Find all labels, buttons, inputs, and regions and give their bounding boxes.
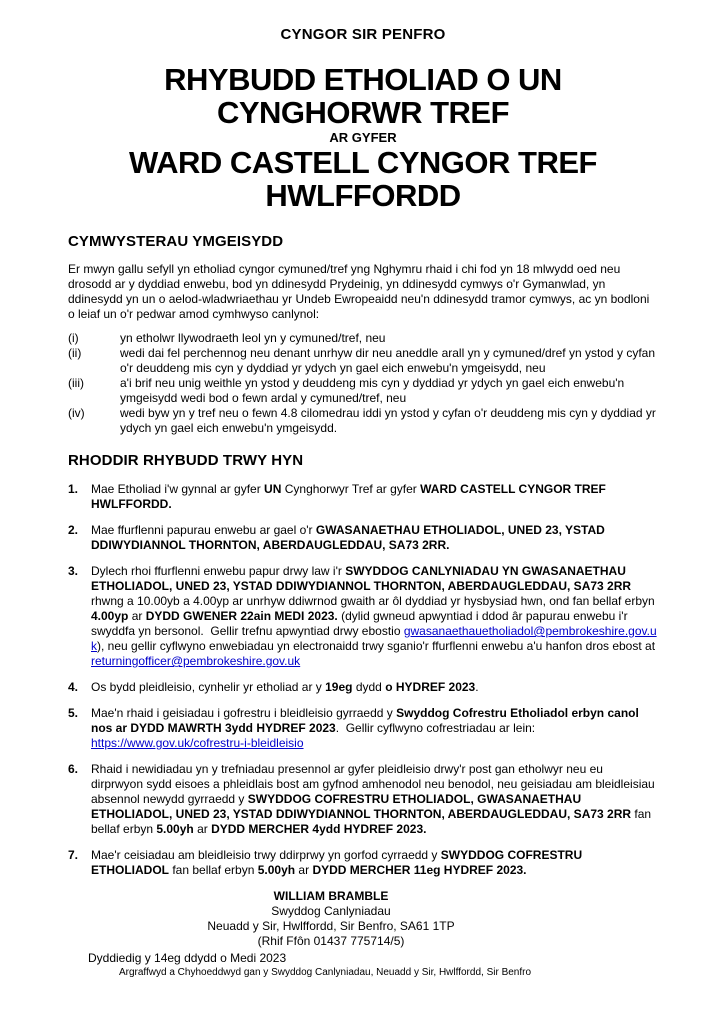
qualifications-heading: CYMWYSTERAU YMGEISYDD [68,233,284,250]
text: ), neu gellir cyflwyno enwebiadau yn electronaidd trwy sganio'r ffurflenni enwebu a'u hanfon dros ebost at [97,639,659,653]
notice-item-number: 6. [68,762,79,776]
text: Os bydd pleidleisio, cynhelir yr etholiad ar y [91,680,326,694]
notice-items-list [68,482,658,878]
text: . Gellir cyflwyno cofrestriadau ar lein: [335,721,536,735]
text: Rhaid i newidiadau yn y trefniadau presennol ar gyfer pleidleisio drwy'r post gan etholwyr neu eu dirprwyon sydd eisoes a phleidlais bost am gyfnod amhenodol neu benodol, neu geisiadau am bleidleisiau absennol newydd gyrraedd y [91,762,659,806]
notice-item-text [91,523,658,553]
notice-item-number: 3. [68,564,79,578]
text: ar [193,822,212,836]
authority-name: CYNGOR SIR PENFRO [280,26,446,43]
notice-item-number: 1. [68,482,79,496]
text: Mae'r ceisiadau am bleidleisio trwy ddirprwy yn gorfod cyrraedd y [91,848,441,862]
notice-heading: RHODDIR RHYBUDD TRWY HYN [68,452,304,469]
notice-item-text [91,680,658,695]
ward-title-line2: HWLFFORDD [265,178,461,213]
notice-title-line2: CYNGHORWR TREF [216,95,510,130]
text: Cynghorwyr Tref ar gyfer [281,482,421,496]
condition-label: (iii) [68,376,84,390]
notice-item-number: 5. [68,706,79,720]
condition-text: wedi dai fel perchennog neu denant unrhyw dir neu aneddle arall yn y cymuned/dref yn ystod y cyfan o'r deuddeng mis cyn y dyddiad yr ydych yn gael eich enwebu'n ymgeisydd, neu [120,346,659,375]
text: Mae Etholiad i'w gynnal ar gyfer [91,482,265,496]
bold-text: UN [264,482,282,496]
bold-text: SWYDDOG COFRESTRU ETHOLIADOL [91,848,586,877]
notice-item [68,482,658,512]
returning-officer-role: Swyddog Canlyniadau [271,904,391,918]
returning-officer-name: WILLIAM BRAMBLE [273,889,389,903]
notice-item-text [91,564,658,669]
bold-text: DYDD MERCHER 11eg HYDREF 2023. [312,863,527,877]
signature-block [68,889,658,949]
text: (dylid gwneud apwyntiad i ddod âr papurau enwebu i'r swyddfa yn bersonol. Gellir trefnu apwyntiad drwy ebostio [91,609,631,638]
ward-title [68,146,658,212]
condition-row [68,346,658,376]
notice-item [68,564,658,669]
bold-text: 5.00yh [257,863,296,877]
condition-text: a'i brif neu unig weithle yn ystod y deuddeng mis cyn y dyddiad yr ydych yn gael eich enwebu'n ymgeisydd wedi bod o fewn ardal y cymuned/tref, neu [120,376,628,405]
bold-text: DYDD MERCHER 4ydd HYDREF 2023. [211,822,427,836]
hyperlink[interactable]: returningofficer@pembrokeshire.gov.uk [91,654,301,668]
notice-item [68,762,658,837]
for-label: AR GYFER [329,130,397,145]
bold-text: 4.00yp [91,609,129,623]
bold-text: o HYDREF 2023 [385,680,476,694]
notice-item-number: 4. [68,680,79,694]
notice-item-number: 7. [68,848,79,862]
bold-text: SWYDDOG CANLYNIADAU YN GWASANAETHAU ETHOLIADOL, UNED 23, YSTAD DDIWYDIANNOL THORNTON, ABERDAUGLEDDAU, SA73 2RR [91,564,632,593]
dated-line: Dyddiedig y 14eg ddydd o Medi 2023 [88,951,287,965]
condition-text: yn etholwr llywodraeth leol yn y cymuned/tref, neu [120,331,386,345]
returning-officer-address: Neuadd y Sir, Hwlffordd, Sir Benfro, SA61 1TP [207,919,455,933]
condition-label: (iv) [68,406,85,420]
text: ar [128,609,146,623]
notice-item [68,848,658,878]
bold-text: GWASANAETHAU ETHOLIADOL, UNED 23, YSTAD DDIWYDIANNOL THORNTON, ABERDAUGLEDDAU, SA73 2RR. [91,523,609,552]
qualifications-intro: Er mwyn gallu sefyll yn etholiad cyngor cymuned/tref yng Nghymru rhaid i chi fod yn 18 mlwydd oed neu drosodd ar y dyddiad enwebu, bod yn ddinesydd Prydeinig, yn ddinesydd cymwys o'r Gymanwlad, yn ddinesydd yn un o aelod-wladwriaethau yr Undeb Ewropeaidd neu'n ddinesydd tramor cymwys, ac yn bodloni o leiaf un o'r pedwar amod cymhwyso canlynol: [68,262,653,321]
notice-item-text [91,762,658,837]
bold-text: DYDD GWENER 22ain MEDI 2023. [145,609,338,623]
notice-item [68,523,658,553]
hyperlink[interactable]: https://www.gov.uk/cofrestru-i-bleidleisio [91,736,304,750]
conditions-list [68,331,658,436]
bold-text: 19eg [325,680,353,694]
notice-title [68,63,658,129]
condition-row [68,331,658,346]
text: Dylech rhoi ffurflenni enwebu papur drwy law i'r [91,564,346,578]
text: rhwng a 10.00yb a 4.00yp ar unrhyw ddiwrnod gwaith ar ôl dyddiad yr hysbysiad hwn, ond fan bellaf erbyn [91,579,659,608]
condition-row [68,376,658,406]
condition-text: wedi byw yn y tref neu o fewn 4.8 cilomedrau iddi yn ystod y cyfan o'r deuddeng mis cyn y dyddiad yr ydych yn gael eich enwebu'n ymgeisydd. [120,406,660,435]
text: . [475,680,479,694]
bold-text: 5.00yh [156,822,194,836]
text: fan bellaf erbyn [169,863,258,877]
hyperlink[interactable]: gwasanaethauetholiadol@pembrokeshire.gov.uk [91,624,657,653]
bold-text: WARD CASTELL CYNGOR TREF HWLFFORDD. [91,482,610,511]
returning-officer-phone: (Rhif Ffôn 01437 775714/5) [257,934,405,948]
notice-item-number: 2. [68,523,79,537]
bold-text: Swyddog Cofrestru Etholiadol erbyn canol nos ar DYDD MAWRTH 3ydd HYDREF 2023 [91,706,643,735]
notice-title-line1: RHYBUDD ETHOLIAD O UN [164,62,562,97]
text: dydd [352,680,386,694]
notice-item [68,706,658,751]
imprint-line: Argraffwyd a Chyhoeddwyd gan y Swyddog Canlyniadau, Neuadd y Sir, Hwlffordd, Sir Benfro [118,967,532,978]
text: ar [295,863,313,877]
notice-item [68,680,658,695]
notice-item-text [91,706,658,751]
condition-label: (ii) [68,346,82,360]
ward-title-line1: WARD CASTELL CYNGOR TREF [129,145,597,180]
text: Mae ffurflenni papurau enwebu ar gael o'r [91,523,316,537]
text: Mae'n rhaid i geisiadau i gofrestru i bleidleisio gyrraedd y [91,706,397,720]
bold-text: SWYDDOG COFRESTRU ETHOLIADOL, GWASANAETHAU ETHOLIADOL, UNED 23, YSTAD DDIWYDIANNOL THORNTON, ABERDAUGLEDDAU, SA73 2RR [91,792,632,821]
text: fan bellaf erbyn [91,807,655,836]
notice-item-text [91,482,658,512]
condition-row [68,406,658,436]
notice-item-text [91,848,658,878]
condition-label: (i) [68,331,79,345]
